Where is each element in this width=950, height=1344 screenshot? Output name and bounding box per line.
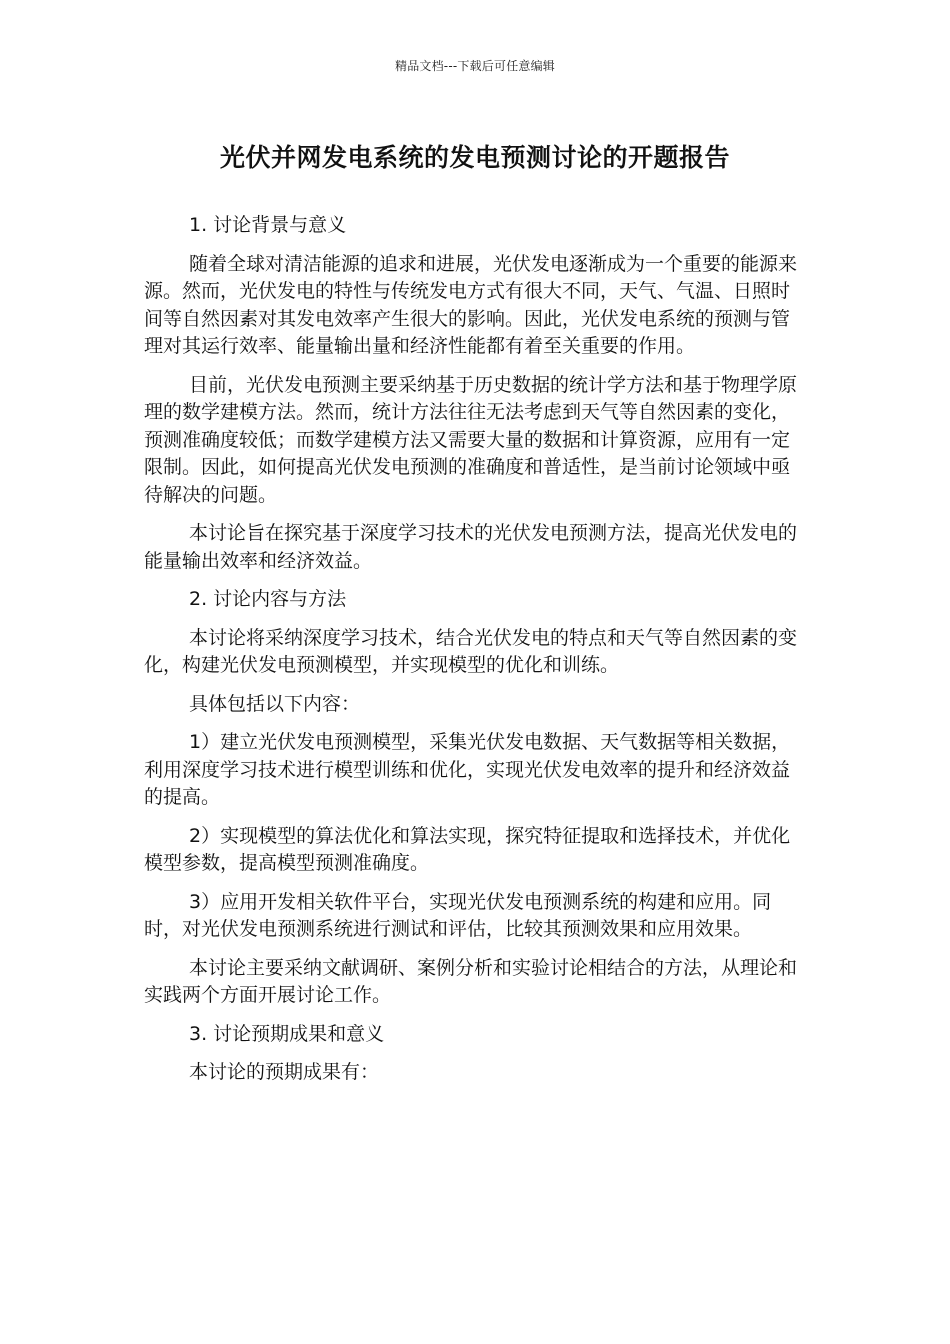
list-item: 2）实现模型的算法优化和算法实现，探究特征提取和选择技术，并优化模型参数，提高模型预测准确度。 — [144, 824, 791, 874]
section-heading-2: 2. 讨论内容与方法 — [189, 588, 347, 610]
list-item: 3）应用开发相关软件平台，实现光伏发电预测系统的构建和应用。同时，对光伏发电预测系统进行测试和评估，比较其预测效果和应用效果。 — [144, 890, 772, 940]
paragraph: 本讨论旨在探究基于深度学习技术的光伏发电预测方法，提高光伏发电的能量输出效率和经济效益。 — [144, 522, 798, 572]
paragraph: 本讨论主要采纳文献调研、案例分析和实验讨论相结合的方法，从理论和实践两个方面开展讨论工作。 — [144, 956, 798, 1006]
section-heading-1: 1. 讨论背景与意义 — [189, 214, 347, 236]
document-title: 光伏并网发电系统的发电预测讨论的开题报告 — [219, 143, 730, 172]
document-body — [144, 212, 806, 1098]
paragraph: 本讨论的预期成果有： — [189, 1061, 380, 1083]
section-heading-3: 3. 讨论预期成果和意义 — [189, 1022, 385, 1045]
header-note: 精品文档---下载后可任意编辑 — [395, 59, 555, 73]
paragraph: 具体包括以下内容： — [189, 692, 361, 715]
list-item: 1）建立光伏发电预测模型，采集光伏发电数据、天气数据等相关数据，利用深度学习技术进行模型训练和优化，实现光伏发电效率的提升和经济效益的提高。 — [144, 731, 791, 808]
paragraph: 目前，光伏发电预测主要采纳基于历史数据的统计学方法和基于物理学原理的数学建模方法。然而，统计方法往往无法考虑到天气等自然因素的变化，预测准确度较低；而数学建模方法又需要大量的数据和计算资源，应用有一定限制。因此，如何提高光伏发电预测的准确度和普适性，是当前讨论领域中亟待解决的问题。 — [144, 373, 798, 506]
paragraph: 随着全球对清洁能源的追求和进展，光伏发电逐渐成为一个重要的能源来源。然而，光伏发电的特性与传统发电方式有很大不同，天气、气温、日照时间等自然因素对其发电效率产生很大的影响。因此，光伏发电系统的预测与管理对其运行效率、能量输出量和经济性能都有着至关重要的作用。 — [144, 252, 798, 357]
paragraph: 本讨论将采纳深度学习技术，结合光伏发电的特点和天气等自然因素的变化，构建光伏发电预测模型，并实现模型的优化和训练。 — [144, 626, 798, 676]
